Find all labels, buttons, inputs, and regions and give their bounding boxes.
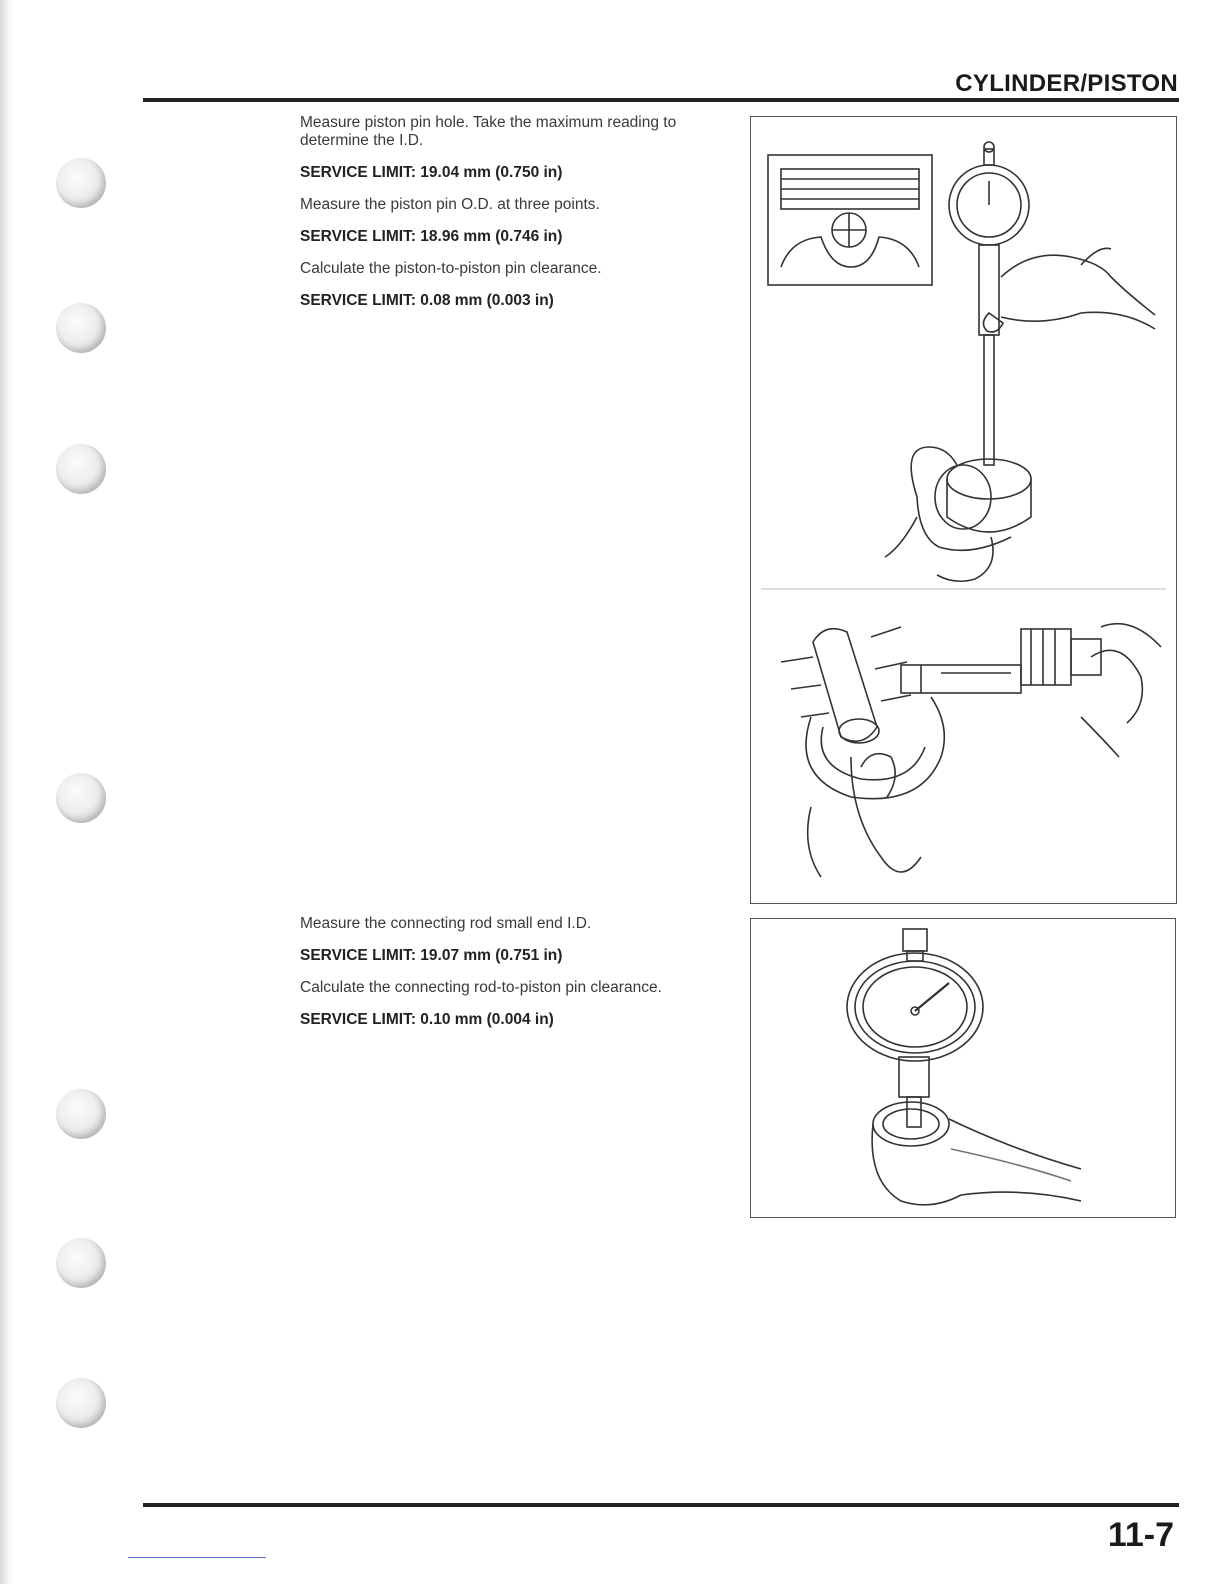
rod-step-2: Calculate the connecting rod-to-piston pin clearance. (300, 979, 662, 996)
piston-measurement-figure (750, 116, 1177, 904)
piston-step-1: Measure piston pin hole. Take the maximum reading to determine the I.D. (300, 114, 677, 149)
binder-hole (56, 303, 106, 353)
page-number: 11-7 (1107, 1516, 1174, 1554)
connecting-rod-illustration (751, 919, 1175, 1217)
binder-hole (56, 1238, 106, 1288)
binder-hole (56, 1378, 106, 1428)
header-rule (143, 98, 1179, 102)
binder-hole (56, 773, 106, 823)
rod-limit-1: SERVICE LIMIT: 19.07 mm (0.751 in) (300, 947, 563, 964)
footer-rule (143, 1503, 1179, 1507)
binder-hole (56, 444, 106, 494)
piston-limit-2: SERVICE LIMIT: 18.96 mm (0.746 in) (300, 228, 563, 245)
footer-link-underline (128, 1557, 266, 1558)
binder-hole (56, 1089, 106, 1139)
rod-step-1: Measure the connecting rod small end I.D. (300, 915, 592, 932)
piston-pin-text (300, 114, 746, 324)
section-title: CYLINDER/PISTON (955, 70, 1178, 97)
rod-limit-2: SERVICE LIMIT: 0.10 mm (0.004 in) (300, 1011, 554, 1028)
piston-step-3: Calculate the piston-to-piston pin clearance. (300, 260, 602, 277)
piston-step-2: Measure the piston pin O.D. at three points. (300, 196, 600, 213)
connecting-rod-measurement-figure (750, 918, 1176, 1218)
binder-hole (56, 158, 106, 208)
piston-limit-1: SERVICE LIMIT: 19.04 mm (0.750 in) (300, 164, 563, 181)
connecting-rod-text (300, 915, 746, 1043)
piston-limit-3: SERVICE LIMIT: 0.08 mm (0.003 in) (300, 292, 554, 309)
page-edge (0, 0, 14, 1584)
piston-measurement-illustration (751, 117, 1176, 903)
